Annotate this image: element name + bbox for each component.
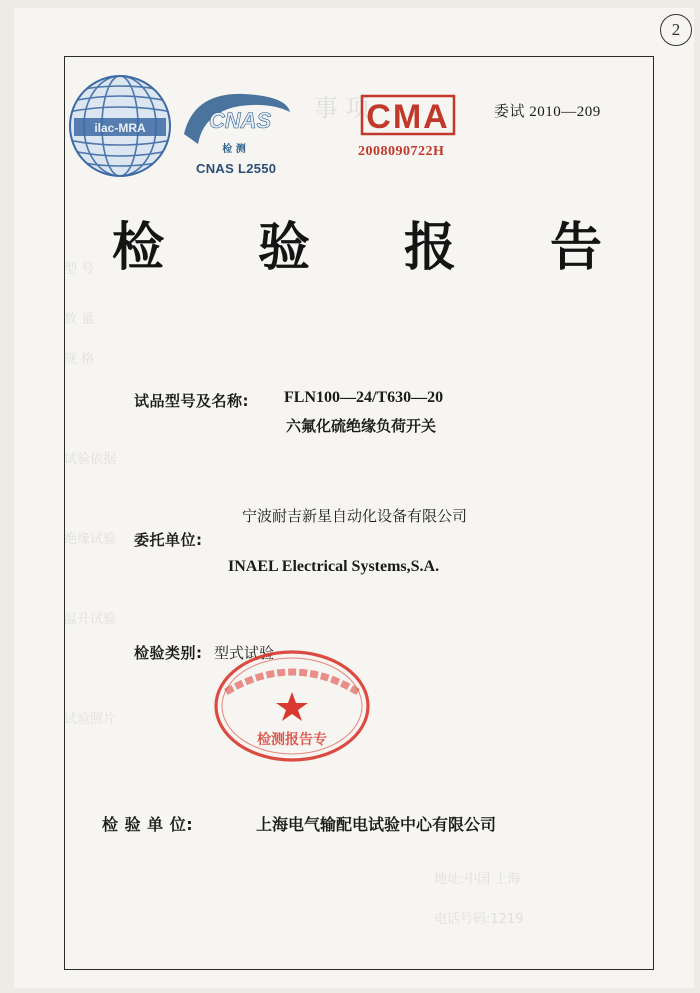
- client-name-cn: 宁波耐吉新星自动化设备有限公司: [242, 507, 468, 525]
- client-label: 委托单位:: [134, 531, 203, 549]
- svg-text:检 测: 检 测: [222, 144, 246, 155]
- title-char: 验: [257, 216, 310, 278]
- show-through-text: 事 项: [314, 94, 370, 122]
- title-char: 检: [112, 216, 165, 278]
- product-model: FLN100—24/T630—20: [284, 389, 444, 406]
- title-char: 告: [549, 216, 602, 278]
- test-type-value: 型式试验: [214, 644, 275, 662]
- red-seal-stamp: [212, 648, 372, 764]
- page-number: 2: [660, 14, 692, 46]
- client-name-en: INAEL Electrical Systems,S.A.: [228, 558, 440, 575]
- lab-label: 检 验 单 位:: [102, 815, 194, 834]
- svg-text:CMA: CMA: [366, 98, 450, 136]
- show-through-text: 试验照片: [64, 712, 117, 727]
- show-through-text: 温升试验: [64, 612, 117, 627]
- ilac-globe-logo: [64, 70, 176, 182]
- show-through-text: 绝缘试验: [64, 532, 117, 547]
- certificate-number: 委试 2010—209: [494, 104, 601, 120]
- show-through-text: 电话号码:1219: [434, 912, 524, 927]
- cma-number: 2008090722H: [358, 144, 445, 159]
- show-through-text: 试验依据: [64, 452, 117, 467]
- show-through-text: 数 量: [64, 312, 95, 327]
- product-name: 六氟化硫绝缘负荷开关: [286, 417, 437, 435]
- product-label: 试品型号及名称:: [134, 392, 249, 410]
- cnas-accreditation-number: CNAS L2550: [196, 161, 277, 176]
- svg-text:ilac-MRA: ilac-MRA: [94, 121, 146, 135]
- cma-logo: [356, 88, 460, 142]
- show-through-text: 型 号: [64, 262, 95, 277]
- show-through-text: 地址:中国 上海: [434, 872, 521, 887]
- test-type-label: 检验类别:: [134, 644, 203, 662]
- report-title: [112, 206, 602, 278]
- svg-text:CNAS: CNAS: [208, 108, 272, 133]
- cnas-logo: [174, 86, 296, 162]
- show-through-text: 规 格: [64, 352, 95, 367]
- stamp-text: 检测报告专: [257, 732, 327, 748]
- title-char: 报: [403, 216, 456, 278]
- report-page: [14, 8, 694, 988]
- lab-name: 上海电气输配电试验中心有限公司: [256, 815, 497, 834]
